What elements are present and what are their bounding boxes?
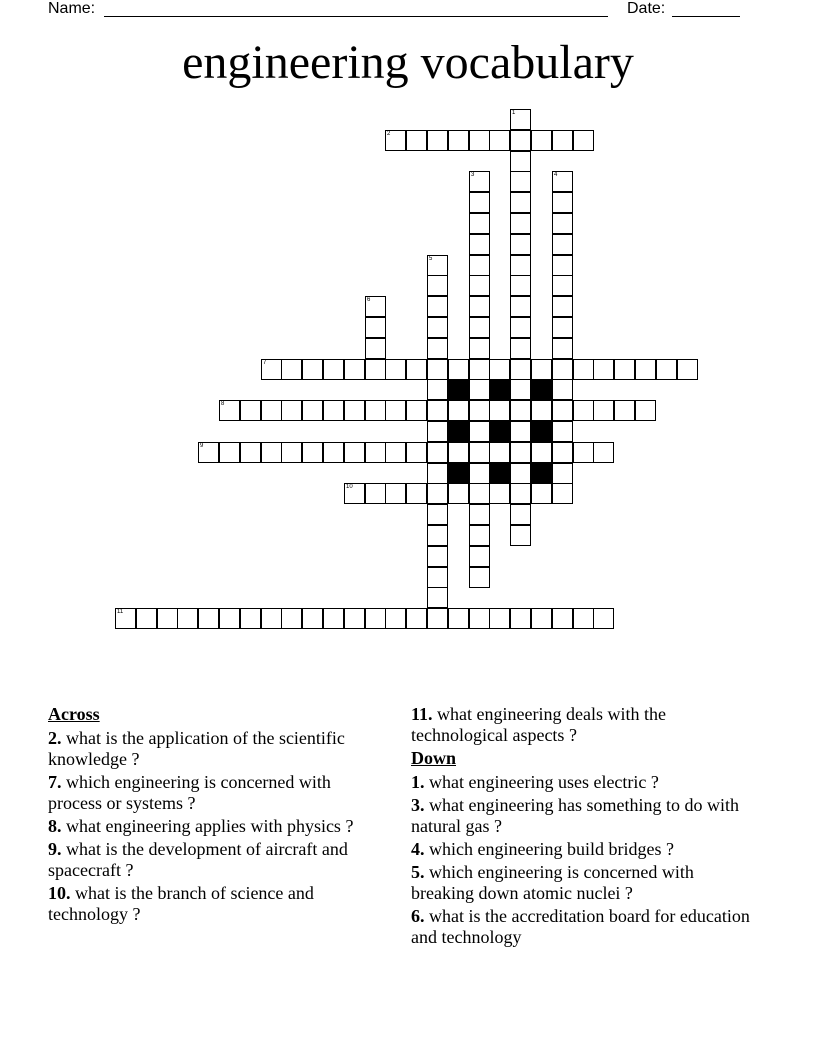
crossword-cell[interactable] <box>552 171 573 192</box>
crossword-cell[interactable] <box>344 359 365 380</box>
crossword-cell[interactable] <box>552 275 573 296</box>
crossword-cell[interactable] <box>323 400 344 421</box>
crossword-cell[interactable] <box>240 442 261 463</box>
crossword-cell[interactable] <box>427 608 448 629</box>
clues-right-column <box>411 704 751 950</box>
crossword-cell[interactable] <box>469 483 490 504</box>
crossword-cell[interactable] <box>427 567 448 588</box>
crossword-cell[interactable] <box>531 400 552 421</box>
crossword-cell[interactable] <box>344 442 365 463</box>
crossword-cell[interactable] <box>385 359 406 380</box>
clue-text: what engineering has something to do with natural gas ? <box>411 795 739 836</box>
crossword-cell[interactable] <box>427 400 448 421</box>
blocked-cell <box>448 463 469 484</box>
clue-down-1 <box>411 772 751 793</box>
crossword-cell[interactable] <box>552 130 573 151</box>
clue-number-label: 3 <box>471 172 475 178</box>
crossword-cell[interactable] <box>593 442 614 463</box>
crossword-cell[interactable] <box>552 608 573 629</box>
crossword-cell[interactable] <box>510 400 531 421</box>
crossword-cell[interactable] <box>344 483 365 504</box>
crossword-cell[interactable] <box>448 130 469 151</box>
crossword-cell[interactable] <box>510 171 531 192</box>
clue-across-10 <box>48 883 378 925</box>
clue-number-label: 11 <box>117 609 124 615</box>
crossword-cell[interactable] <box>593 359 614 380</box>
crossword-cell[interactable] <box>635 400 656 421</box>
crossword-cell[interactable] <box>469 213 490 234</box>
crossword-cell[interactable] <box>427 338 448 359</box>
crossword-cell[interactable] <box>489 442 510 463</box>
crossword-cell[interactable] <box>406 400 427 421</box>
crossword-cell[interactable] <box>385 130 406 151</box>
clue-number-label: 6 <box>367 297 371 303</box>
crossword-cell[interactable] <box>469 546 490 567</box>
crossword-cell[interactable] <box>614 400 635 421</box>
crossword-cell[interactable] <box>427 587 448 608</box>
crossword-cell[interactable] <box>531 442 552 463</box>
crossword-cell[interactable] <box>427 504 448 525</box>
crossword-cell[interactable] <box>198 608 219 629</box>
clue-number: 1. <box>411 772 425 792</box>
crossword-cell[interactable] <box>448 400 469 421</box>
crossword-cell[interactable] <box>573 130 594 151</box>
crossword-cell[interactable] <box>448 442 469 463</box>
crossword-cell[interactable] <box>677 359 698 380</box>
crossword-cell[interactable] <box>406 483 427 504</box>
crossword-cell[interactable] <box>573 359 594 380</box>
crossword-cell[interactable] <box>635 359 656 380</box>
crossword-cell[interactable] <box>552 255 573 276</box>
crossword-cell[interactable] <box>531 130 552 151</box>
crossword-cell[interactable] <box>261 400 282 421</box>
crossword-cell[interactable] <box>177 608 198 629</box>
clue-across-7 <box>48 772 378 814</box>
clue-text: what is the application of the scientific knowledge ? <box>48 728 345 769</box>
clue-across-8 <box>48 816 378 837</box>
clue-number: 7. <box>48 772 62 792</box>
crossword-cell[interactable] <box>573 400 594 421</box>
crossword-cell[interactable] <box>510 421 531 442</box>
crossword-cell[interactable] <box>261 359 282 380</box>
clue-text: which engineering build bridges ? <box>424 839 674 859</box>
clue-number-label: 1 <box>512 110 516 116</box>
blocked-cell <box>489 379 510 400</box>
crossword-cell[interactable] <box>469 171 490 192</box>
clue-down-6 <box>411 906 751 948</box>
crossword-cell[interactable] <box>302 442 323 463</box>
crossword-cell[interactable] <box>489 400 510 421</box>
across-heading: Across <box>48 704 100 724</box>
page-title: engineering vocabulary <box>182 36 634 89</box>
crossword-cell[interactable] <box>510 442 531 463</box>
crossword-cell[interactable] <box>614 359 635 380</box>
clue-text: what is the accreditation board for education and technology <box>411 906 750 947</box>
crossword-cell[interactable] <box>344 608 365 629</box>
crossword-cell[interactable] <box>489 130 510 151</box>
crossword-cell[interactable] <box>510 359 531 380</box>
crossword-cell[interactable] <box>115 608 136 629</box>
clue-text: what engineering deals with the technological aspects ? <box>411 704 666 745</box>
crossword-cell[interactable] <box>323 359 344 380</box>
crossword-cell[interactable] <box>448 483 469 504</box>
crossword-cell[interactable] <box>427 546 448 567</box>
crossword-cell[interactable] <box>427 463 448 484</box>
crossword-cell[interactable] <box>469 255 490 276</box>
crossword-cell[interactable] <box>427 483 448 504</box>
crossword-cell[interactable] <box>281 442 302 463</box>
crossword-cell[interactable] <box>552 296 573 317</box>
clue-number: 5. <box>411 862 425 882</box>
clue-number-label: 8 <box>221 401 225 407</box>
crossword-cell[interactable] <box>510 255 531 276</box>
name-field[interactable] <box>104 16 608 17</box>
crossword-cell[interactable] <box>302 608 323 629</box>
crossword-cell[interactable] <box>136 608 157 629</box>
crossword-cell[interactable] <box>427 255 448 276</box>
crossword-cell[interactable] <box>469 379 490 400</box>
crossword-cell[interactable] <box>406 130 427 151</box>
crossword-cell[interactable] <box>406 608 427 629</box>
crossword-cell[interactable] <box>427 317 448 338</box>
clue-number-label: 2 <box>387 131 391 137</box>
crossword-cell[interactable] <box>302 400 323 421</box>
blocked-cell <box>448 421 469 442</box>
clue-text: what engineering applies with physics ? <box>61 816 354 836</box>
blocked-cell <box>489 421 510 442</box>
crossword-cell[interactable] <box>469 567 490 588</box>
crossword-cell[interactable] <box>593 400 614 421</box>
clue-number: 4. <box>411 839 425 859</box>
crossword-cell[interactable] <box>510 317 531 338</box>
crossword-cell[interactable] <box>489 359 510 380</box>
crossword-cell[interactable] <box>323 442 344 463</box>
crossword-cell[interactable] <box>552 338 573 359</box>
crossword-cell[interactable] <box>365 483 386 504</box>
crossword-cell[interactable] <box>469 525 490 546</box>
down-heading: Down <box>411 748 457 768</box>
blocked-cell <box>531 421 552 442</box>
crossword-cell[interactable] <box>385 442 406 463</box>
blocked-cell <box>448 379 469 400</box>
crossword-cell[interactable] <box>552 463 573 484</box>
clue-text: what is the branch of science and technology ? <box>48 883 314 924</box>
clue-number-label: 4 <box>554 172 558 178</box>
crossword-cell[interactable] <box>344 400 365 421</box>
crossword-cell[interactable] <box>427 296 448 317</box>
crossword-cell[interactable] <box>510 151 531 172</box>
crossword-cell[interactable] <box>469 296 490 317</box>
clue-down-4 <box>411 839 751 860</box>
clue-number: 6. <box>411 906 425 926</box>
clue-number: 10. <box>48 883 71 903</box>
crossword-cell[interactable] <box>656 359 677 380</box>
crossword-cell[interactable] <box>552 400 573 421</box>
crossword-cell[interactable] <box>469 192 490 213</box>
clue-down-5 <box>411 862 751 904</box>
crossword-cell[interactable] <box>531 483 552 504</box>
crossword-cell[interactable] <box>510 379 531 400</box>
header <box>48 0 748 20</box>
crossword-cell[interactable] <box>552 192 573 213</box>
crossword-cell[interactable] <box>510 483 531 504</box>
crossword-cell[interactable] <box>365 296 386 317</box>
clue-across-9 <box>48 839 378 881</box>
crossword-cell[interactable] <box>469 338 490 359</box>
clue-text: what engineering uses electric ? <box>424 772 659 792</box>
crossword-cell[interactable] <box>469 400 490 421</box>
crossword-cell[interactable] <box>469 317 490 338</box>
crossword-cell[interactable] <box>510 213 531 234</box>
blocked-cell <box>531 379 552 400</box>
clue-across-2 <box>48 728 378 770</box>
crossword-cell[interactable] <box>552 379 573 400</box>
crossword-cell[interactable] <box>448 608 469 629</box>
crossword-cell[interactable] <box>469 504 490 525</box>
date-field[interactable] <box>672 16 740 17</box>
crossword-cell[interactable] <box>385 400 406 421</box>
crossword-cell[interactable] <box>406 359 427 380</box>
crossword-cell[interactable] <box>531 608 552 629</box>
crossword-cell[interactable] <box>531 359 552 380</box>
crossword-cell[interactable] <box>510 525 531 546</box>
crossword-cell[interactable] <box>593 608 614 629</box>
crossword-cell[interactable] <box>157 608 178 629</box>
clue-number: 2. <box>48 728 62 748</box>
crossword-cell[interactable] <box>427 525 448 546</box>
crossword-cell[interactable] <box>552 483 573 504</box>
clue-number-label: 5 <box>429 256 433 262</box>
crossword-cell[interactable] <box>552 213 573 234</box>
crossword-cell[interactable] <box>469 421 490 442</box>
crossword-cell[interactable] <box>281 400 302 421</box>
crossword-cell[interactable] <box>323 608 344 629</box>
clue-number: 8. <box>48 816 62 836</box>
crossword-cell[interactable] <box>427 359 448 380</box>
crossword-cell[interactable] <box>469 359 490 380</box>
crossword-cell[interactable] <box>240 608 261 629</box>
blocked-cell <box>489 463 510 484</box>
name-label: Name: <box>48 0 96 17</box>
crossword-cell[interactable] <box>365 608 386 629</box>
crossword-cell[interactable] <box>469 608 490 629</box>
clues-left-column <box>48 704 378 927</box>
crossword-cell[interactable] <box>385 483 406 504</box>
crossword-cell[interactable] <box>510 130 531 151</box>
crossword-cell[interactable] <box>281 359 302 380</box>
crossword-cell[interactable] <box>448 359 469 380</box>
crossword-cell[interactable] <box>552 421 573 442</box>
crossword-cell[interactable] <box>302 359 323 380</box>
crossword-cell[interactable] <box>489 608 510 629</box>
clue-text: which engineering is concerned with breaking down atomic nuclei ? <box>411 862 694 903</box>
crossword-cell[interactable] <box>469 442 490 463</box>
crossword-cell[interactable] <box>510 275 531 296</box>
crossword-cell[interactable] <box>281 608 302 629</box>
crossword-cell[interactable] <box>510 192 531 213</box>
clue-text: what is the development of aircraft and spacecraft ? <box>48 839 348 880</box>
clue-across-11 <box>411 704 751 746</box>
clue-text: which engineering is concerned with process or systems ? <box>48 772 331 813</box>
crossword-cell[interactable] <box>489 483 510 504</box>
clue-number-label: 7 <box>263 360 267 366</box>
crossword-cell[interactable] <box>240 400 261 421</box>
crossword-cell[interactable] <box>510 109 531 130</box>
crossword-cell[interactable] <box>365 359 386 380</box>
crossword-cell[interactable] <box>510 234 531 255</box>
crossword-cell[interactable] <box>261 442 282 463</box>
crossword-cell[interactable] <box>427 275 448 296</box>
crossword-cell[interactable] <box>552 317 573 338</box>
clue-down-3 <box>411 795 751 837</box>
date-label: Date: <box>627 0 666 17</box>
crossword-cell[interactable] <box>552 359 573 380</box>
crossword-cell[interactable] <box>406 442 427 463</box>
clue-number: 3. <box>411 795 425 815</box>
crossword-cell[interactable] <box>573 608 594 629</box>
crossword-cell[interactable] <box>552 234 573 255</box>
crossword-cell[interactable] <box>510 338 531 359</box>
clue-number-label: 10 <box>346 484 353 490</box>
crossword-cell[interactable] <box>427 130 448 151</box>
crossword-cell[interactable] <box>469 463 490 484</box>
crossword-cell[interactable] <box>469 130 490 151</box>
crossword-cell[interactable] <box>427 421 448 442</box>
crossword-cell[interactable] <box>427 442 448 463</box>
crossword-cell[interactable] <box>573 442 594 463</box>
crossword-cell[interactable] <box>510 504 531 525</box>
crossword-cell[interactable] <box>510 608 531 629</box>
crossword-cell[interactable] <box>365 338 386 359</box>
crossword-cell[interactable] <box>198 442 219 463</box>
crossword-cell[interactable] <box>261 608 282 629</box>
crossword-cell[interactable] <box>365 317 386 338</box>
clue-number-label: 9 <box>200 443 204 449</box>
crossword-cell[interactable] <box>365 442 386 463</box>
crossword-cell[interactable] <box>510 463 531 484</box>
crossword-cell[interactable] <box>469 234 490 255</box>
crossword-cell[interactable] <box>510 296 531 317</box>
crossword-cell[interactable] <box>427 379 448 400</box>
crossword-cell[interactable] <box>219 400 240 421</box>
crossword-cell[interactable] <box>469 275 490 296</box>
clue-number: 9. <box>48 839 62 859</box>
crossword-cell[interactable] <box>385 608 406 629</box>
crossword-cell[interactable] <box>365 400 386 421</box>
crossword-cell[interactable] <box>552 442 573 463</box>
blocked-cell <box>531 463 552 484</box>
clue-number: 11. <box>411 704 433 724</box>
crossword-cell[interactable] <box>219 442 240 463</box>
crossword-cell[interactable] <box>219 608 240 629</box>
